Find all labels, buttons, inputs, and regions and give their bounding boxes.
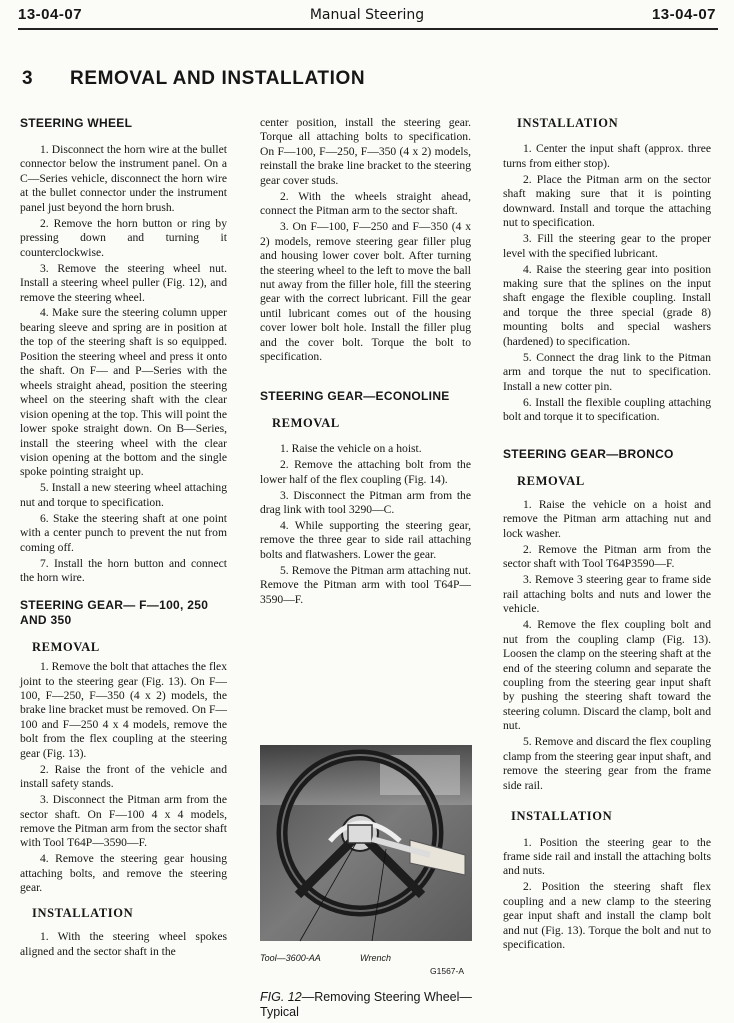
- column-right: [503, 116, 711, 954]
- paragraph: 6. Install the flexible coupling attaching bolt and torque it to specification.: [503, 395, 711, 424]
- paragraph: 7. Install the horn button and connect the horn wire.: [20, 556, 227, 585]
- heading-steering-gear-econoline: STEERING GEAR—ECONOLINE: [260, 388, 450, 403]
- paragraph: 1. Raise the vehicle on a hoist and remove the Pitman arm attaching nut and lock washer.: [503, 498, 711, 540]
- paragraph: 1. Remove the bolt that attaches the flex joint to the steering gear (Fig. 13). On F—100, F—250, F—350 (4 x 2) models, the brake line bracket must be removed. On F—100 and F—250 4 x 4 models, remove the bolt from the flex coupling at the steering gear (Fig. 13).: [20, 660, 227, 760]
- section-heading: [22, 68, 365, 90]
- paragraph: 3. Remove 3 steering gear to frame side rail attaching bolts and nuts and lower the vehicle.: [503, 573, 711, 616]
- paragraph: 4. Remove the steering gear housing attaching bolts, and remove the steering gear.: [20, 852, 227, 895]
- paragraph: 3. Fill the steering gear to the proper level with the specified lubricant.: [503, 232, 711, 260]
- section-title: REMOVAL AND INSTALLATION: [70, 68, 366, 89]
- paragraph: 2. Position the steering shaft flex coupling and a new clamp to the steering gear input shaft and install the clamp bolt and nut (Fig. 13). Torque the bolt and nut to specification.: [503, 880, 711, 952]
- figure-caption: [260, 990, 472, 1020]
- paragraph: 4. Raise the steering gear into position making sure that the splines on the input shaft engage the flexible coupling. Install and torque the three special (grade 8) mounting bolts and special washers (hardened) to specification.: [503, 262, 711, 348]
- page-number-left: 13-04-07: [18, 6, 83, 23]
- paragraph: 2. Raise the front of the vehicle and install safety stands.: [20, 762, 227, 791]
- figure-number: FIG. 12: [260, 990, 302, 1004]
- paragraph: 6. Stake the steering shaft at one point with a center punch to prevent the nut from coming off.: [20, 511, 227, 554]
- heading-steering-gear-f-series: STEERING GEAR— F—100, 250 AND 350: [20, 597, 209, 627]
- subheading-installation: INSTALLATION: [511, 809, 613, 824]
- steering-wheel-photo-illustration: [260, 745, 472, 950]
- column-left: [20, 116, 227, 961]
- figure-label-tool: Tool—3600-AA: [260, 953, 321, 963]
- figure-code: G1567-A: [430, 966, 465, 976]
- header-rule: [18, 28, 718, 30]
- paragraph: 5. Install a new steering wheel attaching nut and torque to specification.: [20, 481, 227, 509]
- paragraph: 3. On F—100, F—250 and F—350 (4 x 2) models, remove steering gear filler plug and housing lower cover bolt. After turning the steering wheel to the left to move the ball nut away from the filler hole, fill the steering gear with the correct lubricant. Fill the gear until lubricant comes out of the housing cover lower bolt hole. Install the filler plug and the cover bolt. Torque the bolt to specification.: [260, 220, 471, 364]
- paragraph: 4. While supporting the steering gear, remove the three gear to side rail attaching bolts and flatwashers. Lower the gear.: [260, 518, 471, 561]
- subheading-removal: REMOVAL: [32, 639, 100, 654]
- paragraph: 1. Disconnect the horn wire at the bullet connector below the instrument panel. On a C—Series vehicle, disconnect the horn wire at the bullet connector under the instrument panel just beyond the horn brush.: [20, 143, 227, 214]
- paragraph: 3. Disconnect the Pitman arm from the drag link with tool 3290—C.: [260, 488, 471, 516]
- paragraph: 5. Remove the Pitman arm attaching nut. Remove the Pitman arm with tool T64P—3590—F.: [260, 563, 471, 606]
- figure-label-wrench: Wrench: [360, 953, 392, 963]
- paragraph: 2. Remove the Pitman arm from the sector shaft with Tool T64P3590—F.: [503, 542, 711, 571]
- heading-steering-gear-bronco: STEERING GEAR—BRONCO: [503, 446, 674, 461]
- paragraph: 1. Center the input shaft (approx. three turns from either stop).: [503, 142, 711, 170]
- paragraph: 4. Make sure the steering column upper bearing sleeve and spring are in position at the top of the steering shaft is so equipped. Position the steering wheel and press it onto the shaft. On F— and P—Series with the wheels straight ahead, position the steering wheel on the steering shaft with the clear vision opening at the top. This will point the lower spoke straight down. On B—Series, install the steering wheel with the clear vision opening at the bottom and the single spoke pointing straight up.: [20, 306, 227, 479]
- paragraph: 2. With the wheels straight ahead, connect the Pitman arm to the sector shaft.: [260, 189, 471, 218]
- paragraph: 5. Connect the drag link to the Pitman arm and torque the nut to specification. Install a new cotter pin.: [503, 350, 711, 393]
- section-number: 3: [22, 68, 34, 89]
- paragraph: center position, install the steering gear. Torque all attaching bolts to specification. On F—100, F—250, F—350 (4 x 2) models, reinstall the brake line bracket to the steering gear cover studs.: [260, 116, 471, 187]
- heading-steering-wheel: STEERING WHEEL: [20, 116, 133, 130]
- paragraph: 1. With the steering wheel spokes aligned and the sector shaft in the: [20, 930, 227, 958]
- subheading-removal: REMOVAL: [517, 473, 585, 488]
- page-title: Manual Steering: [309, 7, 425, 23]
- column-middle: [260, 116, 471, 609]
- paragraph: 1. Raise the vehicle on a hoist.: [280, 442, 422, 456]
- paragraph: 1. Position the steering gear to the frame side rail and install the attaching bolts and nuts.: [503, 835, 711, 878]
- paragraph: 5. Remove and discard the flex coupling clamp from the steering gear input shaft, and remove the steering gear from the frame side rail.: [503, 735, 711, 792]
- subheading-removal: REMOVAL: [272, 415, 340, 430]
- subheading-installation: INSTALLATION: [32, 905, 134, 920]
- paragraph: 2. Remove the attaching bolt from the lower half of the flex coupling (Fig. 14).: [260, 458, 471, 486]
- page-number-right: 13-04-07: [651, 6, 716, 23]
- paragraph: 2. Place the Pitman arm on the sector shaft making sure that it is pointing downward. Install and torque the attaching nut to specification.: [503, 172, 711, 230]
- paragraph: 3. Remove the steering wheel nut. Install a steering wheel puller (Fig. 12), and remove the steering wheel.: [20, 261, 227, 304]
- figure-steering-wheel-photo: [260, 745, 472, 975]
- paragraph: 4. Remove the flex coupling bolt and nut from the coupling clamp (Fig. 13). Loosen the clamp on the steering shaft at the end of the steering column and separate the coupling from the steering gear input shaft by pushing the steering shaft toward the steering column. Discard the clamp, bolt and nut.: [503, 618, 711, 733]
- paragraph: 2. Remove the horn button or ring by pressing down and turning it counterclockwise.: [20, 216, 227, 259]
- subheading-installation: INSTALLATION: [517, 116, 619, 130]
- paragraph: 3. Disconnect the Pitman arm from the sector shaft. On F—100 4 x 4 models, remove the Pitman arm from the sector shaft with Tool T64P—3590—F.: [20, 793, 228, 850]
- figure-caption-text: —Removing Steering Wheel—Typical: [260, 990, 472, 1019]
